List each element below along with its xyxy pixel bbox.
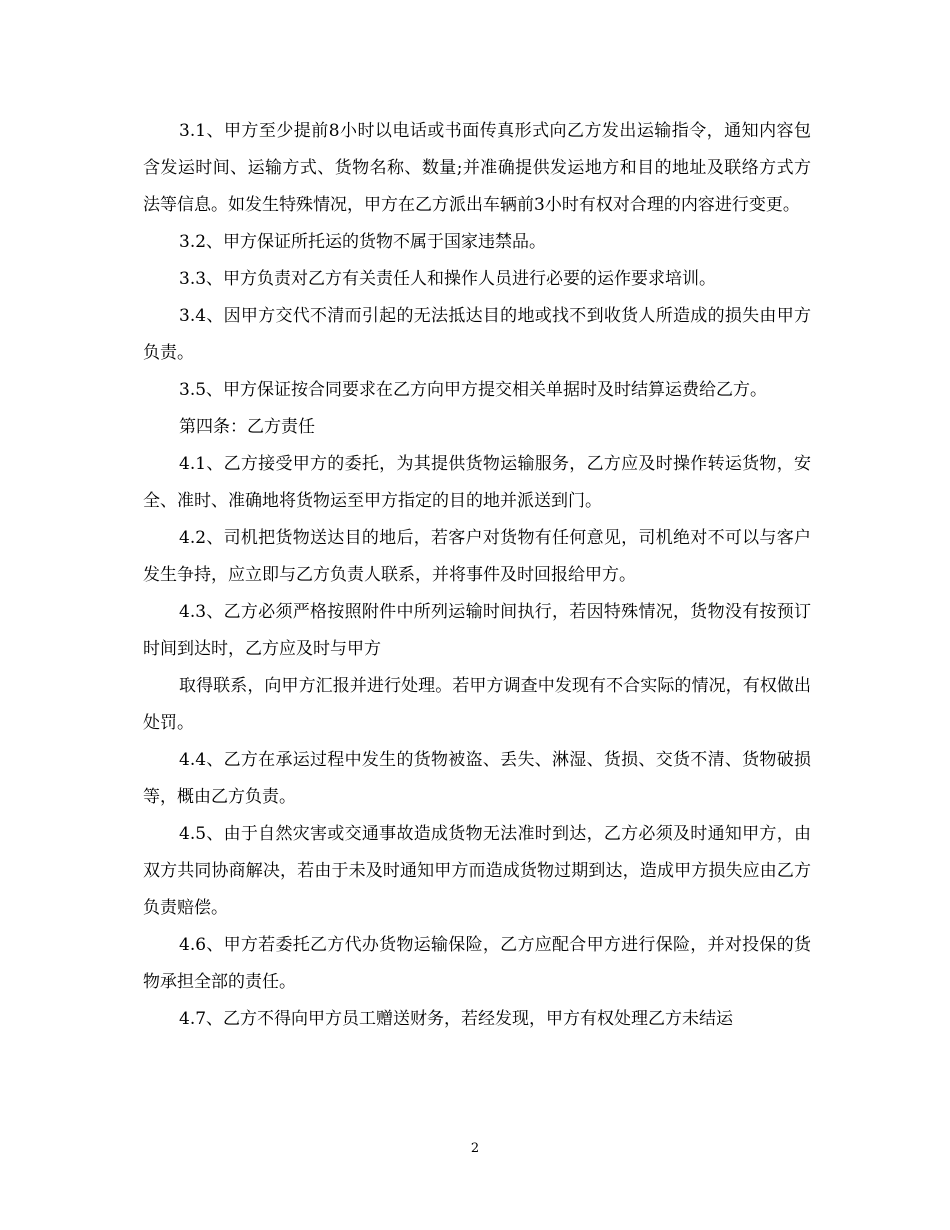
paragraph-4-3: 4.3、乙方必须严格按照附件中所列运输时间执行，若因特殊情况，货物没有按预订时间到达时，乙方应及时与甲方 — [143, 602, 811, 659]
paragraph-3-3: 3.3、甲方负责对乙方有关责任人和操作人员进行必要的运作要求培训。 — [179, 269, 717, 289]
paragraph-4-1: 4.1、乙方接受甲方的委托，为其提供货物运输服务，乙方应及时操作转运货物，安全、准时、准确地将货物运至甲方指定的目的地并派送到门。 — [143, 454, 811, 511]
paragraph-3-5: 3.5、甲方保证按合同要求在乙方向甲方提交相关单据时及时结算运费给乙方。 — [179, 380, 768, 400]
page-number: 2 — [470, 1141, 480, 1156]
paragraph-3-4: 3.4、因甲方交代不清而引起的无法抵达目的地或找不到收货人所造成的损失由甲方负责。 — [143, 306, 811, 363]
paragraph-4-7: 4.7、乙方不得向甲方员工赠送财务，若经发现，甲方有权处理乙方未结运 — [179, 1009, 734, 1029]
paragraph-4-5: 4.5、由于自然灾害或交通事故造成货物无法准时到达，乙方必须及时通知甲方，由双方共同协商解决，若由于未及时通知甲方而造成货物过期到达，造成甲方损失应由乙方负责赔偿。 — [143, 824, 811, 918]
paragraph-4-3-continued: 取得联系，向甲方汇报并进行处理。若甲方调查中发现有不合实际的情况，有权做出处罚。 — [143, 676, 811, 733]
paragraph-4-2: 4.2、司机把货物送达目的地后，若客户对货物有任何意见，司机绝对不可以与客户发生争持，应立即与乙方负责人联系，并将事件及时回报给甲方。 — [143, 528, 811, 585]
section-heading-article-4: 第四条：乙方责任 — [179, 417, 315, 437]
paragraph-3-1: 3.1、甲方至少提前8小时以电话或书面传真形式向乙方发出运输指令，通知内容包含发运时间、运输方式、货物名称、数量;并准确提供发运地方和目的地址及联络方式方法等信息。如发生特殊情况，甲方在乙方派出车辆前3小时有权对合理的内容进行变更。 — [143, 121, 811, 215]
document-body — [143, 113, 811, 1038]
paragraph-4-4: 4.4、乙方在承运过程中发生的货物被盗、丢失、淋湿、货损、交货不清、货物破损等，概由乙方负责。 — [143, 750, 811, 807]
paragraph-4-6: 4.6、甲方若委托乙方代办货物运输保险，乙方应配合甲方进行保险，并对投保的货物承担全部的责任。 — [143, 935, 811, 992]
paragraph-3-2: 3.2、甲方保证所托运的货物不属于国家违禁品。 — [179, 232, 547, 252]
